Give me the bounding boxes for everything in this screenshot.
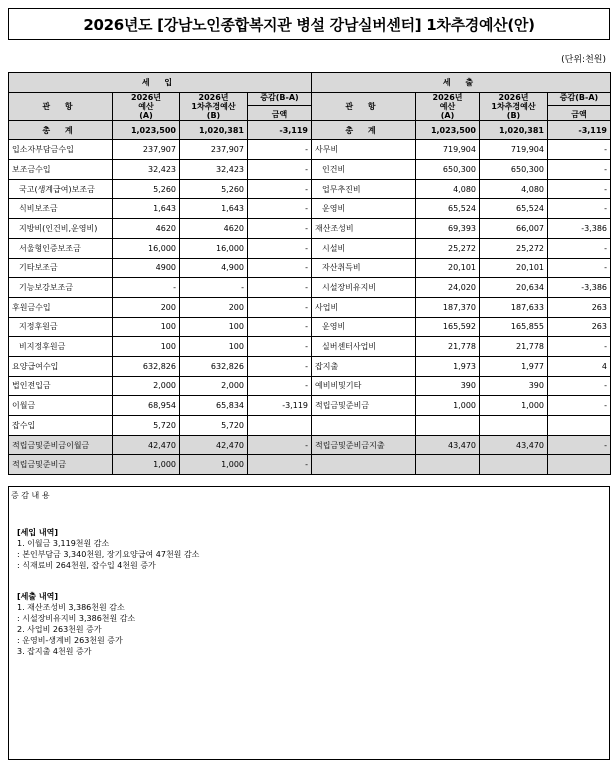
income-rev-value: 42,470: [180, 435, 248, 455]
expense-orig-value: 1,000: [416, 396, 480, 416]
expense-diff-value: -: [548, 337, 611, 357]
income-diff-value: -: [248, 219, 312, 239]
expense-item-name: 인건비: [312, 160, 416, 180]
expense-diff-value: 4: [548, 356, 611, 376]
income-item-name: 적립금및준비금이월금: [9, 435, 113, 455]
income-diff-header: 증감(B-A) 금액: [248, 92, 312, 120]
expense-diff-value: [548, 416, 611, 436]
income-orig-value: -: [113, 278, 180, 298]
summary-line: : 운영비-생계비 263천원 증가: [17, 636, 123, 645]
income-rev-value: 2,000: [180, 376, 248, 396]
income-item-name: 잡수입: [9, 416, 113, 436]
expense-diff-value: 263: [548, 297, 611, 317]
expense-item-name: 사무비: [312, 140, 416, 160]
income-rev-value: 5,260: [180, 179, 248, 199]
expense-item-name: 시설장비유지비: [312, 278, 416, 298]
table-row: [9, 238, 611, 258]
expense-rev-value: 390: [480, 376, 548, 396]
expense-item-name: 실버센터사업비: [312, 337, 416, 357]
summary-line: 3. 잡지출 4천원 증가: [17, 647, 92, 656]
expense-orig-value: [416, 416, 480, 436]
income-item-name: 적립금및준비금: [9, 455, 113, 475]
expense-total-label: 총 계: [312, 120, 416, 140]
table-row: [9, 337, 611, 357]
expense-orig-value: 69,393: [416, 219, 480, 239]
expense-orig-value: 21,778: [416, 337, 480, 357]
income-orig-value: 4620: [113, 219, 180, 239]
expense-diff-value: 263: [548, 317, 611, 337]
summary-line: 2. 사업비 263천원 증가: [17, 625, 102, 634]
income-item-name: 기타보조금: [9, 258, 113, 278]
table-row: [9, 219, 611, 239]
income-rev-value: 32,423: [180, 160, 248, 180]
income-summary-head: [세입 내역]: [17, 528, 59, 537]
expense-orig-header: 2026년 예산 (A): [416, 92, 480, 120]
table-row: [9, 278, 611, 298]
expense-header: 세 출: [312, 73, 611, 93]
income-orig-value: 68,954: [113, 396, 180, 416]
income-diff-value: -: [248, 356, 312, 376]
income-item-name: 요양급여수입: [9, 356, 113, 376]
income-diff-value: -: [248, 435, 312, 455]
table-row: [9, 376, 611, 396]
expense-item-name: 잡지출: [312, 356, 416, 376]
income-item-name: 지방비(인건비,운영비): [9, 219, 113, 239]
expense-item-name: [312, 416, 416, 436]
expense-rev-value: 1,977: [480, 356, 548, 376]
expense-rev-value: 43,470: [480, 435, 548, 455]
income-rev-value: 100: [180, 317, 248, 337]
expense-rev-value: 20,101: [480, 258, 548, 278]
income-diff-value: -: [248, 297, 312, 317]
budget-table: [8, 72, 611, 475]
expense-total-diff: -3,119: [548, 120, 611, 140]
expense-item-name: 예비비및기타: [312, 376, 416, 396]
income-orig-value: 32,423: [113, 160, 180, 180]
expense-item-name: 운영비: [312, 199, 416, 219]
income-rev-header: 2026년 1차추경예산 (B): [180, 92, 248, 120]
income-diff-value: -: [248, 199, 312, 219]
income-diff-value: -: [248, 317, 312, 337]
income-orig-value: 5,720: [113, 416, 180, 436]
expense-item-name: 적립금및준비금지출: [312, 435, 416, 455]
income-rev-value: 237,907: [180, 140, 248, 160]
table-row: [9, 160, 611, 180]
column-header-row: [9, 92, 611, 120]
income-rev-value: 65,834: [180, 396, 248, 416]
expense-rev-value: 165,855: [480, 317, 548, 337]
income-total-a: 1,023,500: [113, 120, 180, 140]
expense-item-name: 적립금및준비금: [312, 396, 416, 416]
expense-orig-value: 24,020: [416, 278, 480, 298]
table-row: [9, 317, 611, 337]
expense-rev-value: 4,080: [480, 179, 548, 199]
income-orig-value: 100: [113, 337, 180, 357]
expense-diff-value: -: [548, 140, 611, 160]
expense-diff-value: -: [548, 435, 611, 455]
expense-item-name: 재산조성비: [312, 219, 416, 239]
income-rev-value: 200: [180, 297, 248, 317]
income-total-diff: -3,119: [248, 120, 312, 140]
income-orig-value: 1,643: [113, 199, 180, 219]
change-summary: [8, 486, 610, 760]
expense-rev-value: [480, 455, 548, 475]
income-item-name: 기능보강보조금: [9, 278, 113, 298]
income-rev-value: 1,643: [180, 199, 248, 219]
expense-orig-value: 187,370: [416, 297, 480, 317]
income-diff-value: -3,119: [248, 396, 312, 416]
income-orig-value: 200: [113, 297, 180, 317]
expense-diff-value: -: [548, 179, 611, 199]
income-diff-value: -: [248, 238, 312, 258]
table-row: [9, 356, 611, 376]
income-diff-value: -: [248, 160, 312, 180]
income-item-name: 이월금: [9, 396, 113, 416]
total-row: [9, 120, 611, 140]
expense-orig-value: 719,904: [416, 140, 480, 160]
expense-diff-value: -: [548, 199, 611, 219]
expense-item-header: 관 항: [312, 92, 416, 120]
income-item-name: 식비보조금: [9, 199, 113, 219]
income-diff-value: -: [248, 376, 312, 396]
income-orig-value: 1,000: [113, 455, 180, 475]
summary-label: 증 감 내 용: [11, 491, 50, 500]
expense-orig-value: 43,470: [416, 435, 480, 455]
table-row: [9, 435, 611, 455]
expense-rev-value: 187,633: [480, 297, 548, 317]
income-summary: [17, 527, 199, 571]
expense-orig-value: 20,101: [416, 258, 480, 278]
expense-diff-value: -: [548, 376, 611, 396]
income-total-label: 총 계: [9, 120, 113, 140]
expense-diff-value: -: [548, 396, 611, 416]
income-item-name: 입소자부담금수입: [9, 140, 113, 160]
expense-orig-value: [416, 455, 480, 475]
expense-rev-value: 66,007: [480, 219, 548, 239]
income-rev-value: 4620: [180, 219, 248, 239]
expense-orig-value: 4,080: [416, 179, 480, 199]
income-orig-value: 2,000: [113, 376, 180, 396]
summary-line: : 본인부담금 3,340천원, 장기요양급여 47천원 감소: [17, 550, 200, 559]
income-diff-value: -: [248, 258, 312, 278]
expense-item-name: [312, 455, 416, 475]
expense-rev-value: 25,272: [480, 238, 548, 258]
income-item-name: 후원금수입: [9, 297, 113, 317]
expense-total-a: 1,023,500: [416, 120, 480, 140]
unit-label: (단위:천원): [561, 55, 606, 65]
expense-orig-value: 65,524: [416, 199, 480, 219]
income-diff-value: -: [248, 140, 312, 160]
expense-total-b: 1,020,381: [480, 120, 548, 140]
expense-rev-value: 21,778: [480, 337, 548, 357]
income-item-name: 국고(생계급여)보조금: [9, 179, 113, 199]
income-orig-header: 2026년 예산 (A): [113, 92, 180, 120]
expense-rev-value: 719,904: [480, 140, 548, 160]
expense-orig-value: 390: [416, 376, 480, 396]
expense-rev-value: 20,634: [480, 278, 548, 298]
income-item-name: 비지정후원금: [9, 337, 113, 357]
income-diff-value: -: [248, 278, 312, 298]
section-header-row: [9, 73, 611, 93]
expense-diff-header: 증감(B-A) 금액: [548, 92, 611, 120]
income-orig-value: 632,826: [113, 356, 180, 376]
expense-rev-value: 650,300: [480, 160, 548, 180]
income-header: 세 입: [9, 73, 312, 93]
table-row: [9, 455, 611, 475]
expense-item-name: 운영비: [312, 317, 416, 337]
table-row: [9, 179, 611, 199]
table-row: [9, 416, 611, 436]
table-row: [9, 396, 611, 416]
document-title: 2026년도 [강남노인종합복지관 병설 강남실버센터] 1차추경예산(안): [8, 8, 610, 40]
expense-rev-value: [480, 416, 548, 436]
income-rev-value: 632,826: [180, 356, 248, 376]
expense-diff-value: -: [548, 238, 611, 258]
table-row: [9, 297, 611, 317]
income-diff-value: [248, 416, 312, 436]
income-orig-value: 4900: [113, 258, 180, 278]
expense-orig-value: 650,300: [416, 160, 480, 180]
income-diff-value: -: [248, 337, 312, 357]
income-orig-value: 5,260: [113, 179, 180, 199]
expense-item-name: 자산취득비: [312, 258, 416, 278]
expense-item-name: 사업비: [312, 297, 416, 317]
income-orig-value: 16,000: [113, 238, 180, 258]
expense-item-name: 업무추진비: [312, 179, 416, 199]
expense-diff-value: -3,386: [548, 278, 611, 298]
income-item-header: 관 항: [9, 92, 113, 120]
table-row: [9, 199, 611, 219]
expense-item-name: 시설비: [312, 238, 416, 258]
expense-orig-value: 165,592: [416, 317, 480, 337]
income-rev-value: -: [180, 278, 248, 298]
income-item-name: 보조금수입: [9, 160, 113, 180]
income-item-name: 지정후원금: [9, 317, 113, 337]
expense-diff-value: -3,386: [548, 219, 611, 239]
income-rev-value: 4,900: [180, 258, 248, 278]
income-rev-value: 1,000: [180, 455, 248, 475]
expense-summary-head: [세출 내역]: [17, 592, 59, 601]
summary-line: 1. 재산조성비 3,386천원 감소: [17, 603, 125, 612]
income-rev-value: 5,720: [180, 416, 248, 436]
expense-diff-value: -: [548, 160, 611, 180]
income-orig-value: 42,470: [113, 435, 180, 455]
expense-diff-value: -: [548, 258, 611, 278]
income-item-name: 서울형인증보조금: [9, 238, 113, 258]
expense-rev-value: 65,524: [480, 199, 548, 219]
income-rev-value: 100: [180, 337, 248, 357]
income-item-name: 법인전입금: [9, 376, 113, 396]
income-orig-value: 237,907: [113, 140, 180, 160]
income-rev-value: 16,000: [180, 238, 248, 258]
summary-line: 1. 이월금 3,119천원 감소: [17, 539, 110, 548]
summary-line: : 식재료비 264천원, 잡수입 4천원 증가: [17, 561, 156, 570]
expense-summary: [17, 591, 135, 657]
income-total-b: 1,020,381: [180, 120, 248, 140]
income-diff-value: -: [248, 179, 312, 199]
income-orig-value: 100: [113, 317, 180, 337]
expense-orig-value: 25,272: [416, 238, 480, 258]
expense-rev-header: 2026년 1차추경예산 (B): [480, 92, 548, 120]
expense-diff-value: [548, 455, 611, 475]
table-row: [9, 258, 611, 278]
expense-orig-value: 1,973: [416, 356, 480, 376]
summary-line: : 시설장비유지비 3,386천원 감소: [17, 614, 136, 623]
income-diff-value: -: [248, 455, 312, 475]
expense-rev-value: 1,000: [480, 396, 548, 416]
table-row: [9, 140, 611, 160]
